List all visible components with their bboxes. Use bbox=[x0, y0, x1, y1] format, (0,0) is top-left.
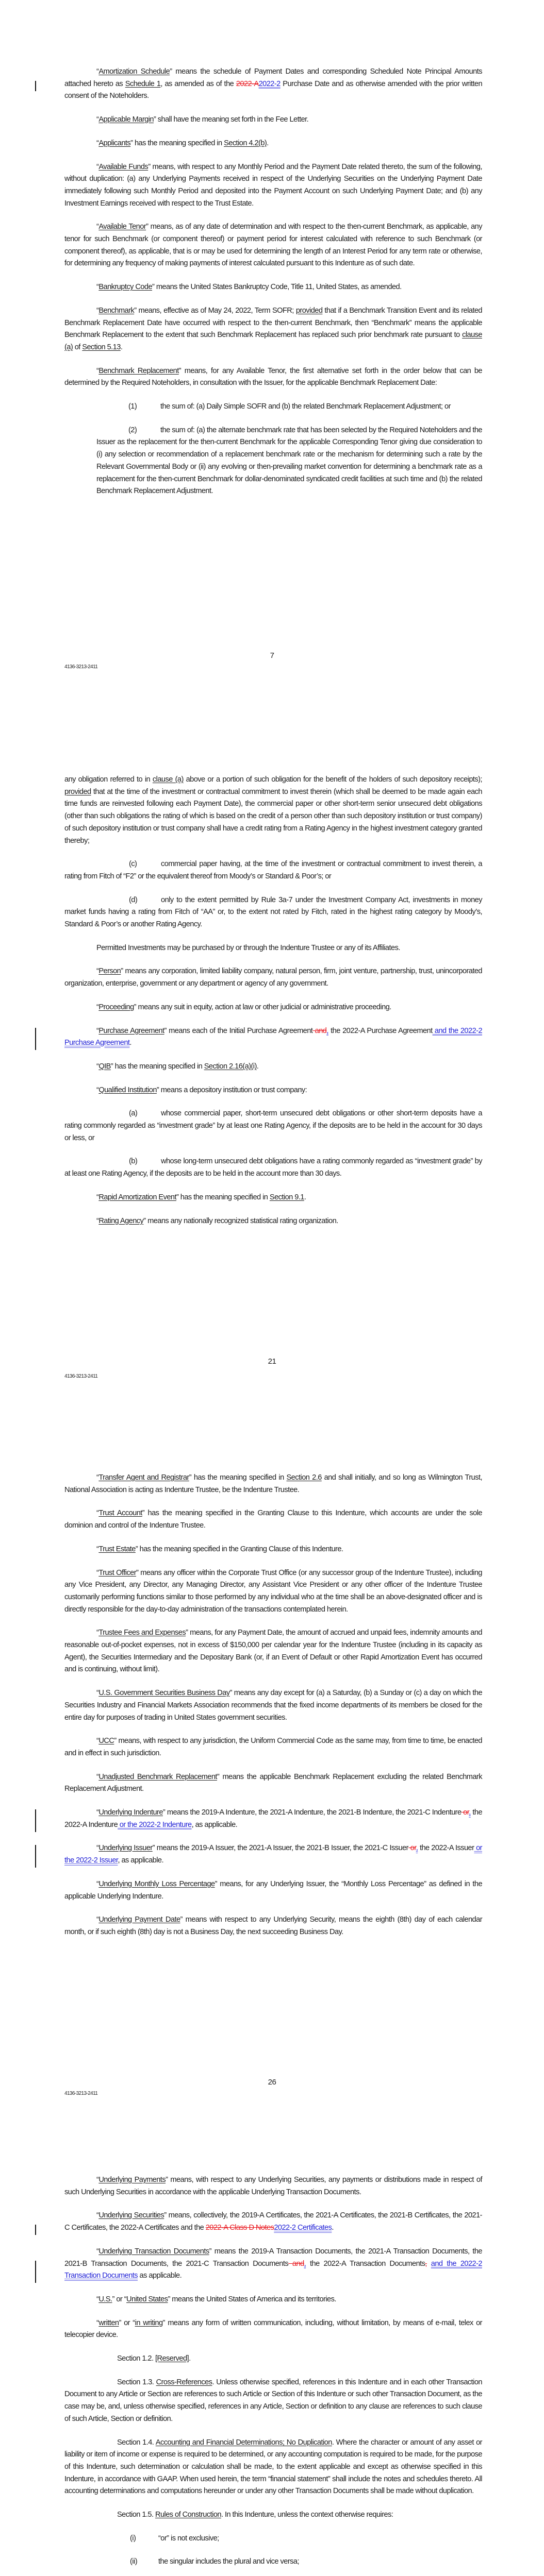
list-item bbox=[64, 2556, 482, 2568]
clause-number: (1) bbox=[128, 402, 137, 411]
page bbox=[0, 706, 544, 1412]
definition-paragraph bbox=[64, 1567, 482, 1616]
inserted-text: , bbox=[469, 1808, 471, 1817]
definition-paragraph bbox=[64, 138, 482, 150]
definition-paragraph bbox=[64, 1002, 482, 1014]
text-run: . bbox=[120, 343, 123, 351]
inserted-text: or the 2022-2 Issuer bbox=[64, 1844, 482, 1865]
deleted-text: and bbox=[312, 1026, 327, 1035]
text-run: commercial paper having, at the time of the investment or contractual commitment to invest therein, a rating from Fitch of “F2” or the equivalent thereof from Moody’s or Standard & Poor’s; or bbox=[64, 860, 482, 880]
page-body bbox=[64, 774, 482, 1227]
text-run: ” means the 2019-A Indenture, the 2021-A Indenture, the 2021-B Indenture, the 2021-C Indenture bbox=[162, 1808, 461, 1817]
definition-paragraph bbox=[64, 365, 482, 389]
defined-term: U.S. bbox=[98, 2295, 112, 2303]
text-run: ” means, for any Underlying Issuer, the “Monthly Loss Percentage” as defined in the applicable Underlying Indenture. bbox=[64, 1879, 483, 1901]
defined-term: Section 2.16(a)(i) bbox=[204, 1062, 257, 1071]
definition-paragraph bbox=[64, 2246, 482, 2282]
definition-paragraph bbox=[64, 66, 482, 103]
definition-paragraph bbox=[64, 2174, 482, 2198]
defined-term: Available Tenor bbox=[98, 223, 146, 231]
text-run: ” means a depository institution or trust company: bbox=[156, 1086, 307, 1094]
text-run: “ bbox=[96, 306, 99, 315]
deleted-text: 2022-A Class D Notes bbox=[205, 2224, 274, 2232]
continuation-paragraph bbox=[64, 774, 482, 847]
defined-term: Applicable Margin bbox=[98, 115, 154, 124]
inserted-text: , bbox=[326, 1026, 328, 1035]
text-run: ” means any nationally recognized statistical rating organization. bbox=[143, 1216, 338, 1225]
document-id: 4136-3213-2411 bbox=[64, 664, 98, 670]
definition-paragraph bbox=[64, 965, 482, 990]
page-number: 7 bbox=[270, 651, 274, 660]
text-run: as applicable. bbox=[138, 2272, 182, 2280]
defined-term: Bankruptcy Code bbox=[98, 283, 153, 292]
text-run: “ bbox=[96, 1772, 99, 1781]
defined-term: Underlying Indenture bbox=[98, 1808, 163, 1817]
page bbox=[0, 2102, 544, 2576]
page-body bbox=[64, 2174, 482, 2576]
text-run: the sum of: (a) Daily Simple SOFR and (b) the related Benchmark Replacement Adjustment; or bbox=[160, 402, 451, 411]
change-bar bbox=[35, 2261, 36, 2283]
text-run: any obligation referred to in bbox=[64, 775, 153, 784]
inserted-text: , bbox=[416, 1844, 418, 1853]
text-run: “ bbox=[96, 2211, 99, 2220]
definition-paragraph bbox=[64, 161, 482, 210]
text-run: ” means, with respect to any jurisdiction, the Uniform Commercial Code as the same may, from time to time, be enacted and in effect in such jurisdiction. bbox=[64, 1737, 482, 1757]
text-run: ” means, with respect to any Underlying Securities, any payments or distributions made in respect of such Underlying Securities in accordance with the applicable Underlying Transaction Documents. bbox=[64, 2176, 482, 2196]
clause-number: (ii) bbox=[130, 2557, 138, 2566]
inserted-text: and the 2022-2 Purchase Agreement bbox=[64, 1026, 483, 1047]
text-run: “ bbox=[96, 2318, 99, 2327]
text-run: “ bbox=[96, 1916, 99, 1924]
defined-term: Underlying Payment Date bbox=[98, 1916, 180, 1924]
defined-term: Qualified Institution bbox=[98, 1086, 157, 1094]
inserted-text: 2022-2 bbox=[258, 79, 281, 88]
text-run: “ bbox=[96, 1026, 99, 1035]
inserted-text: 2022-2 Certificates bbox=[274, 2224, 332, 2232]
inserted-text: , bbox=[304, 2259, 306, 2268]
defined-term: clause (a) bbox=[64, 331, 482, 351]
text-run: above or a portion of such obligation for the benefit of the holders of such depository receipts); bbox=[183, 775, 482, 784]
text-run: Section 1.3. bbox=[117, 2378, 156, 2386]
document-id: 4136-3213-2411 bbox=[64, 1374, 98, 1379]
defined-term: Rating Agency bbox=[98, 1216, 144, 1225]
text-run: “ bbox=[96, 1629, 99, 1637]
defined-term: Accounting and Financial Determinations; No Duplication bbox=[155, 2438, 332, 2447]
text-run: “ bbox=[96, 1509, 99, 1518]
definition-paragraph bbox=[64, 2210, 482, 2234]
inserted-text: or the 2022-2 Indenture bbox=[118, 1820, 192, 1829]
document-id: 4136-3213-2411 bbox=[64, 2091, 98, 2096]
text-run: ” means the United States Bankruptcy Code, Title 11, United States, as amended. bbox=[152, 283, 402, 292]
defined-term: Benchmark bbox=[98, 306, 135, 315]
defined-term: United States bbox=[126, 2295, 168, 2303]
page-body bbox=[64, 66, 482, 498]
definition-paragraph bbox=[64, 1627, 482, 1676]
text-run: “ bbox=[96, 1568, 99, 1577]
text-run: the 2022-A Indenture bbox=[64, 1808, 483, 1829]
defined-term: U.S. Government Securities Business Day bbox=[98, 1689, 230, 1698]
text-run: , as applicable. bbox=[191, 1820, 238, 1829]
defined-term: Rules of Construction bbox=[155, 2511, 221, 2519]
text-run: ” means the schedule of Payment Dates and corresponding Scheduled Note Principal Amounts attached hereto as bbox=[64, 67, 482, 88]
page-number: 26 bbox=[268, 2078, 276, 2087]
defined-term: Section 9.1 bbox=[269, 1193, 304, 1201]
text-run: the 2022-A Purchase Agreement bbox=[328, 1026, 433, 1035]
section-paragraph bbox=[64, 2509, 482, 2521]
deleted-text: , bbox=[425, 2259, 427, 2268]
text-run: ” means, collectively, the 2019-A Certificates, the 2021-A Certificates, the 2021-B Certificates, the 2021-C Certificates, the 2022-A Certificates and the bbox=[64, 2211, 482, 2232]
text-run: ” means, as of any date of determination and with respect to the then-current Benchmark, as applicable, any tenor for such Benchmark (or component thereof) or payment period for interest calculated with reference to such Benchmark (or component thereof), as applicable, that is or may be used for determining the length of an Interest Period for any term rate or otherwise, for determining any frequency of making payments of interest calculated pursuant to this Indenture as of such date. bbox=[64, 223, 482, 268]
definition-paragraph bbox=[64, 1914, 482, 1938]
definition-paragraph bbox=[64, 1025, 482, 1049]
definition-paragraph bbox=[64, 1061, 482, 1073]
text-run: ” shall have the meaning set forth in the Fee Letter. bbox=[153, 115, 309, 124]
text-run: ” has the meaning specified in the Granting Clause of this Indenture. bbox=[135, 1545, 343, 1553]
clause-paragraph bbox=[64, 894, 482, 931]
text-run: Section 1.2. bbox=[117, 2354, 155, 2363]
clause-number: (d) bbox=[129, 895, 138, 904]
definition-paragraph bbox=[64, 1878, 482, 1903]
text-run: Purchase Date and as otherwise amended with the prior written consent of the Noteholders. bbox=[64, 79, 483, 100]
defined-term: Unadjusted Benchmark Replacement bbox=[98, 1772, 217, 1781]
text-run: ” means any officer within the Corporate Trust Office (or any successor group of the Indenture Trustee), including any Vice President, any Director, any Managing Director, any Assistant Vice President or any other officer of the Indenture Trustee customarily performing functions similar to those performed by any individual who at the time shall be an above-designated officer and is directly responsible for the day-to-day administration of the transactions contemplated herein. bbox=[64, 1568, 482, 1614]
text-run: “ bbox=[96, 1473, 99, 1482]
text-run: ” means each of the Initial Purchase Agreement bbox=[164, 1026, 313, 1035]
page bbox=[0, 0, 544, 706]
definition-paragraph bbox=[64, 1842, 482, 1867]
page bbox=[0, 1412, 544, 2102]
definition-paragraph bbox=[64, 1687, 482, 1724]
clause-number: (a) bbox=[129, 1109, 138, 1118]
defined-term: Section 5.13 bbox=[82, 343, 121, 351]
defined-term: QIB bbox=[98, 1062, 111, 1071]
text-run: “ bbox=[96, 1879, 99, 1888]
text-run bbox=[427, 2260, 431, 2268]
text-run: ” has the meaning specified in the Granting Clause to this Indenture, which accounts are under the sole dominion and control of the Indenture Trustee. bbox=[64, 1509, 482, 1530]
clause-paragraph bbox=[64, 425, 482, 498]
defined-term: Section 4.2(b) bbox=[224, 139, 267, 147]
text-run: . bbox=[332, 2224, 334, 2232]
inserted-text: and the 2022-2 Transaction Documents bbox=[64, 2259, 482, 2280]
definition-paragraph bbox=[64, 1472, 482, 1496]
text-run: “ bbox=[96, 162, 99, 171]
defined-term: written bbox=[98, 2318, 119, 2327]
deleted-text: and bbox=[288, 2259, 304, 2268]
defined-term: provided bbox=[295, 306, 323, 315]
text-run: the singular includes the plural and vice versa; bbox=[158, 2557, 299, 2566]
text-run: . bbox=[267, 139, 269, 147]
text-run: that if a Benchmark Transition Event and its related Benchmark Replacement Date have occurred with respect to the then-current Benchmark, then “Benchmark” means the applicable Benchmark Replacement to the extent that such Benchmark Replacement has replaced such prior benchmark rate pursuant to bbox=[64, 306, 483, 340]
list-item bbox=[64, 2533, 482, 2545]
text-run: “ bbox=[96, 1216, 99, 1225]
defined-term: Person bbox=[98, 967, 121, 976]
text-run: . Where the character or amount of any asset or liability or item of income or expense is required to be determined, or any accounting computation is required to be made, for the purpose of this Indenture, such determination or calculation shall be made, to the extent applicable and except as otherwise specified in this Indenture, in accordance with GAAP. When used herein, the term “financial statement” shall include the notes and schedules thereto. All accounting determinations and computations hereunder or under any other Transaction Documents shall be made without duplication. bbox=[64, 2438, 482, 2496]
text-run: “ bbox=[96, 1003, 99, 1011]
text-run: . Unless otherwise specified, references in this Indenture and in each other Transaction Document to any Article or Section are references to such Article or Section of this Indenture or such other Transaction Document, as the case may be, and, unless otherwise specified, references in any Article, Section or definition to any clause are references to such clause of such Article, Section or definition. bbox=[64, 2378, 483, 2423]
defined-term: Purchase Agreement bbox=[98, 1026, 164, 1035]
text-run: “ bbox=[96, 967, 99, 976]
section-paragraph bbox=[64, 2437, 482, 2498]
defined-term: provided bbox=[64, 787, 91, 796]
deleted-text: or bbox=[461, 1808, 469, 1817]
deleted-text: or bbox=[408, 1844, 416, 1853]
text-run: “ bbox=[96, 139, 99, 147]
defined-term: Underlying Payments bbox=[98, 2176, 166, 2184]
defined-term: Transfer Agent and Registrar bbox=[98, 1473, 189, 1482]
text-run: “ bbox=[96, 1808, 99, 1817]
text-run: ” means the 2019-A Issuer, the 2021-A Issuer, the 2021-B Issuer, the 2021-C Issuer bbox=[152, 1844, 408, 1853]
text-run: “ bbox=[96, 2176, 99, 2184]
definition-paragraph bbox=[64, 2317, 482, 2342]
clause-paragraph bbox=[64, 858, 482, 883]
page-number: 21 bbox=[268, 1357, 276, 1366]
definition-paragraph bbox=[64, 221, 482, 270]
text-run: “ bbox=[96, 1193, 99, 1201]
defined-term: Proceeding bbox=[98, 1003, 134, 1011]
defined-term: Rapid Amortization Event bbox=[98, 1193, 176, 1201]
defined-term: Trustee Fees and Expenses bbox=[98, 1629, 186, 1637]
text-run: whose long-term unsecured debt obligations have a rating commonly regarded as “investment grade” by at least one Rating Agency, if the deposits are to be held in the account more than 30 days. bbox=[64, 1157, 482, 1178]
clause-number: (2) bbox=[128, 426, 137, 434]
clause-paragraph bbox=[64, 1156, 482, 1180]
text-run: ” or “ bbox=[119, 2318, 135, 2327]
text-run: “ bbox=[96, 115, 99, 124]
text-run: . bbox=[129, 1039, 131, 1047]
clause-paragraph bbox=[64, 1108, 482, 1144]
text-run: ” has the meaning specified in bbox=[110, 1062, 204, 1071]
definition-paragraph bbox=[64, 1807, 482, 1831]
defined-term: Amortization Schedule bbox=[98, 67, 170, 76]
definition-paragraph bbox=[64, 1544, 482, 1556]
defined-term: Trust Officer bbox=[98, 1568, 137, 1577]
defined-term: Available Funds bbox=[98, 162, 149, 171]
deleted-text: 2022-A bbox=[236, 79, 259, 88]
text-run: “ bbox=[96, 67, 99, 76]
text-run: “ bbox=[96, 2295, 99, 2303]
change-bar bbox=[35, 2225, 36, 2235]
text-run: ” means, for any Payment Date, the amount of accrued and unpaid fees, indemnity amounts and reasonable out-of-pocket expenses, not in excess of $150,000 per calendar year for the Indenture Trustee (including in its capacity as Agent), the Securities Intermediary and the Depositary Bank (or, if an Event of Default or other Rapid Amortization Event has occurred and is continuing, without limit). bbox=[64, 1629, 482, 1674]
defined-term: Applicants bbox=[98, 139, 131, 147]
text-run: and shall initially, and so long as Wilmington Trust, National Association is acting as Indenture Trustee, be the Indenture Trustee. bbox=[64, 1473, 482, 1494]
definition-paragraph bbox=[64, 1084, 482, 1097]
defined-term: in writing bbox=[135, 2318, 163, 2327]
clause-paragraph bbox=[64, 401, 482, 413]
text-run: ” means the applicable Benchmark Replacement excluding the related Benchmark Replacement Adjustment. bbox=[64, 1772, 482, 1793]
text-run: only to the extent permitted by Rule 3a-7 under the Investment Company Act, investments in money market funds having a rating from Fitch of “AA” or, to the extent not rated by Fitch, rated in the highest rating category by Moody’s, Standard & Poor’s or another Rating Agency. bbox=[64, 895, 482, 929]
text-run: the 2022-A Transaction Documents bbox=[306, 2259, 425, 2268]
text-run: ” has the meaning specified in bbox=[130, 139, 224, 147]
clause-number: (b) bbox=[129, 1157, 138, 1166]
definition-paragraph bbox=[64, 1771, 482, 1795]
definition-paragraph bbox=[64, 1215, 482, 1228]
body-paragraph bbox=[64, 942, 482, 955]
page-body bbox=[64, 1472, 482, 1939]
defined-term: Underlying Monthly Loss Percentage bbox=[98, 1879, 215, 1888]
text-run: ” means, effective as of May 24, 2022, Term SOFR; bbox=[134, 306, 296, 315]
change-bar bbox=[35, 1028, 36, 1050]
text-run: that at the time of the investment or contractual commitment to invest therein (which shall be deemed to be made again each time funds are reinvested following each Payment Date), the commercial paper or other short-term senior unsecured debt obligations (other than such obligations the rating of which is based on the credit of a person other than such depository institution or trust company) of such depository institution or trust company shall have a credit rating from a Rating Agency in the highest investment category granted thereby; bbox=[64, 787, 482, 845]
text-run: ” means any day except for (a) a Saturday, (b) a Sunday or (c) a day on which the Securities Industry and Financial Markets Association recommends that the fixed income departments of its members be closed for the entire day for purposes of trading in United States government securities. bbox=[64, 1689, 483, 1722]
text-run: “ bbox=[96, 1737, 99, 1745]
text-run: , as applicable. bbox=[118, 1856, 163, 1865]
text-run: ” means, with respect to any Monthly Period and the Payment Date related thereto, the sum of the following, without duplication: (a) any Underlying Payments received in respect of the Underlying Securities on the Underlying Payment Date immediately following such Monthly Period and deposited into the Payment Account on such Underlying Payment Date; and (b) any Investment Earnings received with respect to the Trust Estate. bbox=[64, 162, 482, 208]
section-paragraph bbox=[64, 2377, 482, 2426]
defined-term: Underlying Securities bbox=[98, 2211, 164, 2220]
text-run: ” means the United States of America and its territories. bbox=[168, 2295, 336, 2303]
definition-paragraph bbox=[64, 1735, 482, 1759]
text-run: ” has the meaning specified in bbox=[176, 1193, 270, 1201]
text-run: Permitted Investments may be purchased by or through the Indenture Trustee or any of its Affiliates. bbox=[96, 943, 400, 952]
defined-term: UCC bbox=[98, 1737, 114, 1745]
text-run: “ bbox=[96, 1689, 99, 1698]
text-run: “ bbox=[96, 283, 99, 292]
text-run: ” means with respect to any Underlying Security, means the eighth (8th) day of each calendar month, or if such eighth (8th) day is not a Business Day, the next succeeding Business Day. bbox=[64, 1916, 483, 1936]
text-run: Section 1.4. bbox=[117, 2438, 156, 2447]
clause-number: (i) bbox=[130, 2534, 136, 2543]
defined-term: Trust Estate bbox=[98, 1545, 136, 1553]
text-run: “ bbox=[96, 366, 99, 375]
change-bar bbox=[35, 1845, 36, 1868]
text-run: ” means any form of written communication, including, without limitation, by means of e-mail, telex or telecopier device. bbox=[64, 2318, 482, 2340]
text-run: the 2022-A Issuer bbox=[418, 1844, 474, 1853]
text-run: ” means any suit in equity, action at law or other judicial or administrative proceeding. bbox=[134, 1003, 391, 1011]
defined-term: Schedule 1 bbox=[125, 79, 161, 88]
defined-term: Underlying Issuer bbox=[98, 1844, 153, 1853]
definition-paragraph bbox=[64, 1507, 482, 1532]
defined-term: [Reserved] bbox=[155, 2354, 189, 2363]
text-run: ” has the meaning specified in bbox=[189, 1473, 287, 1482]
defined-term: Underlying Transaction Documents bbox=[98, 2247, 209, 2256]
text-run: “or” is not exclusive; bbox=[158, 2534, 219, 2543]
text-run: ” means, for any Available Tenor, the first alternative set forth in the order below that can be determined by the Required Noteholders, in consultation with the Issuer, for the applicable Benchmark Replacement Date: bbox=[64, 366, 482, 387]
defined-term: clause (a) bbox=[152, 775, 184, 784]
text-run: , as amended as of the bbox=[160, 79, 236, 88]
text-run: “ bbox=[96, 1086, 99, 1094]
text-run: “ bbox=[96, 2247, 99, 2256]
definition-paragraph bbox=[64, 2294, 482, 2306]
defined-term: Trust Account bbox=[98, 1509, 142, 1518]
section-paragraph bbox=[64, 2353, 482, 2365]
text-run: “ bbox=[96, 1545, 99, 1553]
text-run: Section 1.5. bbox=[117, 2511, 155, 2519]
definition-paragraph bbox=[64, 305, 482, 354]
text-run: . bbox=[304, 1193, 306, 1201]
definition-paragraph bbox=[64, 114, 482, 126]
change-bar bbox=[35, 1809, 36, 1832]
text-run: of bbox=[73, 343, 83, 351]
text-run: . bbox=[189, 2354, 191, 2363]
text-run: ” means any corporation, limited liability company, natural person, firm, joint venture, partnership, trust, unincorporated organization, enterprise, government or any department or agency of any government. bbox=[64, 967, 482, 988]
text-run: ” or “ bbox=[112, 2295, 127, 2303]
definition-paragraph bbox=[64, 1192, 482, 1204]
clause-number: (c) bbox=[129, 860, 137, 869]
change-bar bbox=[35, 81, 36, 91]
text-run: . In this Indenture, unless the context otherwise requires: bbox=[221, 2511, 393, 2519]
text-run: . bbox=[256, 1062, 259, 1071]
text-run: ” means the 2019-A Transaction Documents, the 2021-A Transaction Documents, the 2021-B Transaction Documents, the 2021-C Transaction Documents bbox=[64, 2247, 482, 2268]
text-run: whose commercial paper, short-term unsecured debt obligations or other short-term deposits have a rating commonly regarded as “investment grade” by at least one Rating Agency, if the deposits are to be held in the account for 30 days or less, or bbox=[64, 1109, 482, 1142]
text-run: “ bbox=[96, 1844, 99, 1853]
definition-paragraph bbox=[64, 281, 482, 294]
text-run: the sum of: (a) the alternate benchmark rate that has been selected by the Required Noteholders and the Issuer as the replacement for the then-current Benchmark for the applicable Corresponding Tenor giving due consideration to (i) any selection or recommendation of a replacement benchmark rate or the mechanism for determining such a rate by the Relevant Governmental Body or (ii) any evolving or then-prevailing market convention for determining a benchmark rate as a replacement for the then-current Benchmark for dollar-denominated syndicated credit facilities at such time and (b) the related Benchmark Replacement Adjustment. bbox=[96, 426, 482, 496]
defined-term: Cross-References bbox=[156, 2378, 212, 2386]
defined-term: Benchmark Replacement bbox=[98, 366, 179, 375]
text-run: “ bbox=[96, 1062, 99, 1071]
defined-term: Section 2.6 bbox=[286, 1473, 322, 1482]
text-run: “ bbox=[96, 223, 99, 231]
